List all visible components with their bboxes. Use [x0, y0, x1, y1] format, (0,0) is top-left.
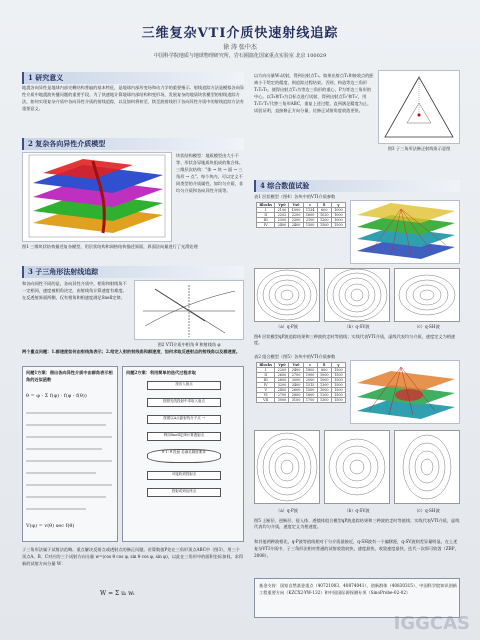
table-cell: 1500 [303, 388, 317, 393]
section-3-heading: 3 子三角形法射线追踪 [22, 266, 244, 278]
flow-step-3: 按照以A点距射线分子点 → [147, 415, 221, 424]
table-cell: VII [257, 398, 275, 403]
flow-step-7: 投射或到达终点 [147, 488, 221, 497]
figure-5-composite-model [350, 360, 460, 424]
section-3-key-problems: 两个重点问题：1.群速度如何由射线角表示；2.给定入射的射线角和群速度，如何求取反透射点的射线角以及群速度。 [22, 349, 241, 354]
table-cell: III [257, 378, 275, 383]
figure-4-layer-model [350, 200, 460, 264]
composite-model-graphic [351, 361, 459, 423]
table-cell: 2200 [289, 213, 303, 218]
table-cell: 1500 [331, 368, 345, 373]
section-1-text: 地震各向异性是地球内部壳幔结构普遍的基本特征，是地球内部形变场和动力学的重要指示。射线追踪方法是模拟各向异性介质中地震波传播问题的重要手段。为了快速地计算地球内部结构和变形场，发展复杂的地质块状模型的射线追踪方法，如何实现复杂介质中各向异性介质的射线追踪，以及如何将初至、续至波射线用于各向异性介质中的射线追踪方法有重要意义。 [22, 85, 244, 111]
table-cell: 2300 [275, 218, 289, 223]
table-cell: VI [257, 393, 275, 398]
table-cell: 1000 [317, 388, 331, 393]
table-cell: 2800 [275, 378, 289, 383]
layer-model-graphic [351, 201, 459, 263]
table-cell: 1000 [289, 208, 303, 213]
table-cell: 2600 [289, 388, 303, 393]
table-cell: 2202 [275, 213, 289, 218]
section-3-subtriangle-text: 子三角形法属于试射法范畴。重点解决反射点或透射点的修正问题。若算数值P处在三角形顶点ABC中（图3），用三个顶点A、B、C对应的三个试射方向分量 w=(cos θ cos φ, sin θ cos φ, sin φ)，以此在三角形中的面积坐标加权。求得新的试射方向分量 W： [22, 547, 244, 566]
table-cell: 2100 [275, 208, 289, 213]
table-2-header: γ [331, 363, 345, 368]
problem-2-title: 问题2方案：利用简单的迭代过程求取 [126, 370, 196, 375]
table-cell: 2400 [275, 223, 289, 228]
table-cell: 1700 [303, 398, 317, 403]
flow-step-4: 利用Snell定律计算透射点 [147, 432, 221, 441]
table-2 [256, 362, 346, 403]
table-2-header: Blocks [257, 363, 275, 368]
table-cell: 1000 [317, 378, 331, 383]
table-cell: 2200 [275, 368, 289, 373]
table-1 [256, 202, 346, 228]
table-cell: 1500 [331, 223, 345, 228]
weighted-direction-formula: W = Σ uᵢ wᵢ [100, 590, 135, 597]
table-cell: 1020 [317, 213, 331, 218]
table-cell: 3400 [289, 383, 303, 388]
flow-step-1: 找出入射点 [147, 381, 221, 390]
table-cell: 2600 [275, 373, 289, 378]
figure-4a-label: （a）q-P波 [276, 324, 298, 329]
table-cell: 2800 [289, 393, 303, 398]
table-cell: 1300 [317, 383, 331, 388]
section-1-heading: 1 研究意义 [22, 72, 244, 84]
block-model-graphic [23, 153, 171, 241]
table-2-title: 表2 组合模型（图5）各块中的VTI介质参数 [254, 354, 336, 359]
figure-5-caption: 图5 上断层、逆断层、侵入体、透镜体组合模型qP波追踪结果和三种波的走时等值线；实线代表VTI介质，虚线代表均匀介质，速度定义为相速度。 [254, 518, 460, 529]
table-cell: 1515 [303, 383, 317, 388]
table-cell: 2700 [275, 393, 289, 398]
authors: 徐 涛 张中杰 [223, 44, 257, 51]
table-cell: 1000 [317, 373, 331, 378]
table-1-header: ε [303, 203, 317, 208]
table-cell: 3000 [289, 378, 303, 383]
table-cell: 1000 [331, 208, 345, 213]
table-2-header: δ [317, 363, 331, 368]
figure-3-triangle [378, 70, 460, 144]
table-cell: 1600 [303, 213, 317, 218]
figure-4b-label: （b）q-SV波 [344, 324, 370, 329]
table-cell: 1500 [331, 373, 345, 378]
figure-4a-contour [254, 268, 320, 322]
table-cell: 2400 [289, 368, 303, 373]
figure-2-vti-angles [134, 280, 244, 340]
figure-1-block-model [22, 152, 172, 242]
table-cell: 1000 [331, 218, 345, 223]
table-cell: 1200 [317, 393, 331, 398]
poster-title: 三维复杂VTI介质快速射线追踪 [141, 26, 339, 41]
table-1-header: Vs0 [289, 203, 303, 208]
vti-angle-graphic [135, 281, 243, 339]
table-cell: II [257, 373, 275, 378]
triangle-graphic [379, 71, 459, 143]
contour-graphic [395, 431, 459, 503]
table-cell: I [257, 208, 275, 213]
figure-1-caption: 图1 三维块状结构描述复杂模型，用层状结构和网格结构描述界面，界面法向量进行了光滑处理 [22, 244, 198, 249]
contour-graphic [255, 431, 319, 503]
table-cell: 1800 [303, 368, 317, 373]
problem-1-box [22, 366, 118, 542]
table-cell: 600 [317, 208, 331, 213]
table-cell: 2300 [289, 218, 303, 223]
table-cell: 1500 [303, 223, 317, 228]
problem-1-formula: θ = φ - Σ f(φ) · f(φ - f(θ)) [26, 393, 87, 399]
table-cell: 800 [317, 368, 331, 373]
table-cell: 1500 [317, 223, 331, 228]
table-cell: 2000 [303, 378, 317, 383]
table-row [257, 398, 346, 403]
table-cell: 1500 [331, 388, 345, 393]
watermark: IGGCAS [393, 613, 470, 634]
right-top-text: 以方向分量W₁试射，得到出射点T₁。如果出射点T₁和接收点的距离小于给定的精度，则追踪过程结束。否则，构造等边三角形T₁T₂T₃，使得出射点T₁为等边三角形的重心，P为等边三角形的中心。以T₂和T₃为目标点进行试射，得到出射点T₂'和T₃'，用T₁T₂'T₃'代替三角形ABC，重复上述过程，直到满足精度为止。试验证明，直接修正方向分量，比修正试射角度收敛更快。 [254, 73, 374, 113]
figure-5b-contour [324, 430, 390, 504]
funding-box [254, 578, 460, 618]
contour-graphic [325, 269, 389, 321]
contour-graphic [395, 269, 459, 321]
conclusion-text: 和其他两种波相比，q-P波等值线相对于匀介质最接近，q-SH波有一个偏移距，q-SV波则差异量明显。在上述复杂VTI介质中，子三角形法相对普通的试射收敛较快，速度最快，收敛速度最快，迭代一次即可收敛（ZBP，2008）。 [254, 539, 459, 558]
table-cell: 3100 [289, 398, 303, 403]
problem-2-box [122, 366, 244, 542]
figure-4c-label: （c）q-SH波 [414, 324, 440, 329]
table-cell: 1500 [331, 378, 345, 383]
figure-4-caption: 图4 层状模型qP波追踪结果和三种波的走时等值线；实线代表VTI介质，虚线代表均匀介质，速度定义为相速度。 [254, 334, 456, 345]
figure-3-caption: 图3 子三角形法修正射线角示意图 [387, 146, 451, 151]
flow-step-6: 可接收到投射点 [147, 471, 221, 480]
table-cell: 1134 [303, 208, 317, 213]
contour-graphic [325, 431, 389, 503]
figure-5c-label: （c）q-SH波 [414, 508, 440, 513]
table-cell: II [257, 213, 275, 218]
contour-graphic [255, 269, 319, 321]
table-cell: 1000 [331, 213, 345, 218]
table-cell: I [257, 368, 275, 373]
table-cell: III [257, 218, 275, 223]
table-cell: IV [257, 383, 275, 388]
table-2-header: Vp0 [275, 363, 289, 368]
figure-2-caption: 图2 VTI介质中相角 θ 和射线角 φ [157, 342, 221, 347]
section-3-text: 和各向同性不同的是，各向异性介质中，相角和射线角不一定相同，速度被相角决定，由射线角计算速度有难度。在反透射界面两侧，仅有相角和相速度满足Snell定律。 [22, 281, 127, 300]
table-cell: 1500 [331, 398, 345, 403]
table-2-header: Vs0 [289, 363, 303, 368]
table-2-header: ε [303, 363, 317, 368]
figure-4c-contour [394, 268, 460, 322]
section-2-heading: 2 复杂各向异性介质模型 [22, 138, 244, 150]
figure-5a-contour [254, 430, 320, 504]
figure-4b-contour [324, 268, 390, 322]
formula-lines-graphic [26, 407, 116, 517]
table-1-title: 表1 层状模型（图4）各块中的VTI介质参数 [254, 194, 336, 199]
table-cell: 2100 [303, 218, 317, 223]
table-cell: 3000 [275, 398, 289, 403]
problem-1-velocity: V(φ) = v(θ) sec f(θ) [26, 523, 75, 529]
table-1-header: Blocks [257, 203, 275, 208]
table-row [257, 223, 346, 228]
figure-5a-label: （a）q-P波 [276, 508, 298, 513]
table-cell: 1600 [303, 393, 317, 398]
section-2-text: 块状结构模型：地质模型由大小不等、形状各异地质块组成的集合体。三维层次结构："体 → 块 → 面 → 三角形 → 点"。每个块内，可以定义不同类型的介质属性，如均匀介质、非均匀介质和各向异性介质等。 [176, 153, 244, 193]
section-4-heading: 4 综合数值试验 [254, 180, 460, 192]
table-cell: 1200 [317, 218, 331, 223]
table-cell: 1500 [331, 393, 345, 398]
table-cell: 2700 [289, 373, 303, 378]
table-cell: 1300 [317, 398, 331, 403]
table-cell: 2400 [275, 388, 289, 393]
table-1-header: γ [331, 203, 345, 208]
table-1-header: δ [317, 203, 331, 208]
figure-5b-label: （b）q-SV波 [344, 508, 370, 513]
affiliation: 中国科学院地质与地球物理研究所，岩石圈演化国家重点实验室 北京 100029 [153, 53, 327, 59]
table-1-header: Vp0 [275, 203, 289, 208]
table-cell: 3200 [275, 383, 289, 388]
flowchart [147, 381, 221, 497]
table-cell: 1500 [331, 383, 345, 388]
figure-5c-contour [394, 430, 460, 504]
table-cell: 1900 [303, 373, 317, 378]
table-cell: IV [257, 223, 275, 228]
flow-step-2: 按照光线投射中求取入射点 [147, 398, 221, 407]
flow-step-5: θ 1: θ 投射 若满足精度要求 [147, 449, 221, 463]
problem-1-title: 问题1方案：借出各向异性介质中由群角表示相角的近似函数 [26, 370, 113, 382]
table-cell: 2400 [289, 223, 303, 228]
table-cell: V [257, 388, 275, 393]
funding-text: 基金支持：国家自然基金重点（40721003、40874041）、创新群体（40830315）、中国科学院知识创新工程重要方向（KZCX2-YW-132）和中国国际源探测专项（SinoProbe-02-02） [259, 583, 457, 595]
